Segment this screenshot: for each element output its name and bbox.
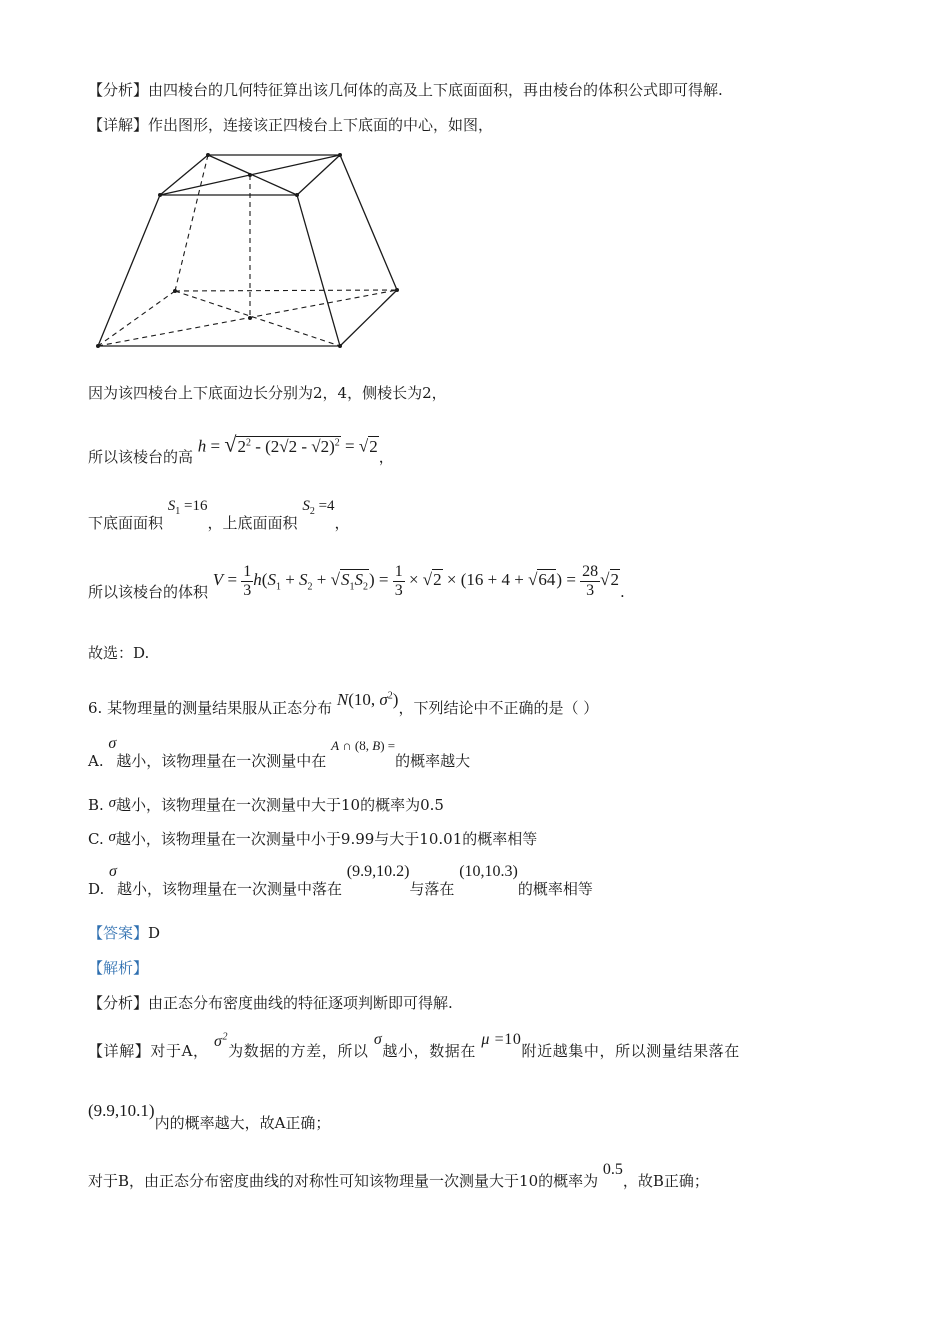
analysis-text: 由正态分布密度曲线的特征逐项判断即可得解. bbox=[148, 994, 453, 1012]
center-dot bbox=[248, 316, 252, 320]
mu-equation: μ =10 bbox=[481, 1031, 522, 1049]
option-d-text1: 越小，该物理量在一次测量中落在 bbox=[116, 880, 342, 898]
sigma-symbol: σ bbox=[108, 829, 116, 845]
option-c-label: C. bbox=[88, 830, 104, 848]
because-line: 因为该四棱台上下底面边长分别为2，4，侧棱长为2， bbox=[88, 384, 447, 402]
vertex-dot bbox=[338, 153, 342, 157]
detail-tag: 【详解】 bbox=[88, 116, 149, 134]
option-d bbox=[88, 863, 593, 899]
area-suffix: ， bbox=[334, 514, 350, 532]
vertex-dot bbox=[295, 193, 299, 197]
q6-stem-suffix: ，下列结论中不正确的是（ ） bbox=[398, 698, 599, 717]
detail-3-text2: ，故B正确； bbox=[622, 1172, 709, 1190]
lateral-edge-front bbox=[297, 195, 340, 346]
interval-9-9-10-1: (9.9,10.1) bbox=[88, 1101, 155, 1120]
top-edge-left bbox=[160, 155, 208, 195]
vertex-dot bbox=[395, 288, 399, 292]
detail-tag: 【详解】 bbox=[88, 1042, 151, 1061]
detail-1 bbox=[88, 115, 493, 135]
sigma-symbol: σ bbox=[373, 1031, 383, 1049]
height-formula: $h = √2^2 - (2√2 - √2)^2 = √2$ bbox=[197, 431, 378, 457]
option-a bbox=[88, 735, 471, 771]
height-prefix: 所以该棱台的高 bbox=[88, 447, 194, 466]
option-a-text1: 越小，该物理量在一次测量中在 bbox=[116, 752, 327, 770]
hidden-bottom-back bbox=[175, 290, 397, 291]
q6-stem bbox=[88, 683, 598, 717]
option-d-interval-1: (9.9,10.2) bbox=[346, 863, 410, 880]
option-b bbox=[88, 795, 444, 816]
option-c-text: 越小，该物理量在一次测量中小于9.99与大于10.01的概率相等 bbox=[115, 830, 538, 848]
center-dot bbox=[248, 173, 252, 177]
choose-line: 故选：D. bbox=[88, 644, 150, 662]
volume-line bbox=[88, 560, 625, 607]
s2-value: =4 bbox=[318, 498, 335, 514]
sigma-symbol: σ bbox=[109, 863, 117, 880]
height-suffix: ， bbox=[378, 447, 394, 466]
detail-3-text1: 对于B，由正态分布密度曲线的对称性可知该物理量一次测量大于10的概率为 bbox=[88, 1172, 599, 1190]
option-b-text: 越小，该物理量在一次测量中大于10的概率为0.5 bbox=[115, 796, 444, 814]
option-d-label: D. bbox=[88, 880, 105, 898]
option-d-text3: 的概率相等 bbox=[517, 880, 593, 898]
analysis-tag: 【分析】 bbox=[88, 994, 149, 1012]
area-mid: ，上底面面积 bbox=[207, 514, 298, 532]
analysis-text: 由四棱台的几何特征算出该几何体的高及上下底面面积，再由棱台的体积公式即可得解. bbox=[148, 81, 723, 99]
detail-2b bbox=[88, 1100, 330, 1130]
normal-dist-notation: N(10, $\sigma^2$) bbox=[336, 689, 399, 709]
lateral-edge-right bbox=[340, 155, 397, 290]
area-prefix: 下底面面积 bbox=[88, 514, 164, 532]
jiexi-tag: 【解析】 bbox=[88, 959, 149, 977]
hidden-bottom-diagonal-1 bbox=[175, 291, 340, 346]
sigma-squared: $\sigma^2$ bbox=[214, 1032, 229, 1051]
detail-text-2: 为数据的方差，所以 bbox=[228, 1042, 369, 1061]
analysis-2 bbox=[88, 993, 453, 1013]
option-c bbox=[88, 829, 537, 850]
option-d-interval-2: (10,10.3) bbox=[459, 863, 518, 880]
detail-text-3: 越小，数据在 bbox=[382, 1042, 477, 1061]
area-line: 下底面面积 $S_1 =16$，上底面面积 $S_2 =4$， bbox=[88, 498, 350, 532]
option-d-text2: 与落在 bbox=[409, 880, 455, 898]
detail-text: 作出图形，连接该正四棱台上下底面的中心，如图， bbox=[148, 116, 494, 134]
volume-suffix: . bbox=[620, 583, 625, 601]
detail-text-1: 对于A， bbox=[150, 1042, 209, 1061]
volume-formula: V = $\frac{1}{3}$ $h(S_1 + S_2 + √S_1S_2)$ = $\frac{1}{3}$ × √2 × (16 + 4 + √64) = $\frac{28}{3}$ √2 bbox=[212, 562, 619, 599]
option-a-garbled-formula: A ∩ (ȣ, B) = bbox=[331, 738, 396, 753]
top-edge-right bbox=[297, 155, 340, 195]
vertex-dot bbox=[96, 344, 100, 348]
q6-stem-prefix: 6. 某物理量的测量结果服从正态分布 bbox=[88, 698, 333, 717]
volume-prefix: 所以该棱台的体积 bbox=[88, 583, 209, 601]
sigma-symbol: σ bbox=[108, 795, 116, 811]
answer-tag: 【答案】 bbox=[88, 924, 149, 942]
answer-line bbox=[88, 923, 160, 943]
detail-2 bbox=[88, 1025, 740, 1059]
vertex-dot bbox=[173, 289, 177, 293]
sigma-symbol: σ bbox=[108, 735, 117, 752]
option-b-label: B. bbox=[88, 796, 104, 814]
s1-value: =16 bbox=[184, 498, 208, 514]
analysis-tag: 【分析】 bbox=[88, 81, 149, 99]
vertex-dot bbox=[338, 344, 342, 348]
height-line bbox=[88, 428, 394, 466]
detail-2b-text: 内的概率越大，故A正确； bbox=[154, 1114, 331, 1132]
option-a-text2: 的概率越大 bbox=[395, 752, 471, 770]
option-a-label: A. bbox=[88, 752, 104, 770]
hidden-lateral-edge bbox=[175, 155, 208, 291]
detail-3 bbox=[88, 1158, 709, 1189]
vertex-dot bbox=[206, 153, 210, 157]
hidden-bottom-diagonal-2 bbox=[98, 290, 397, 346]
probability-value: 0.5 bbox=[602, 1161, 623, 1178]
vertex-dot bbox=[158, 193, 162, 197]
analysis-1 bbox=[88, 80, 723, 100]
frustum-figure bbox=[90, 148, 410, 353]
answer-value: D bbox=[148, 924, 161, 942]
bottom-edge-right bbox=[340, 290, 397, 346]
detail-text-4: 附近越集中，所以测量结果落在 bbox=[521, 1042, 740, 1061]
